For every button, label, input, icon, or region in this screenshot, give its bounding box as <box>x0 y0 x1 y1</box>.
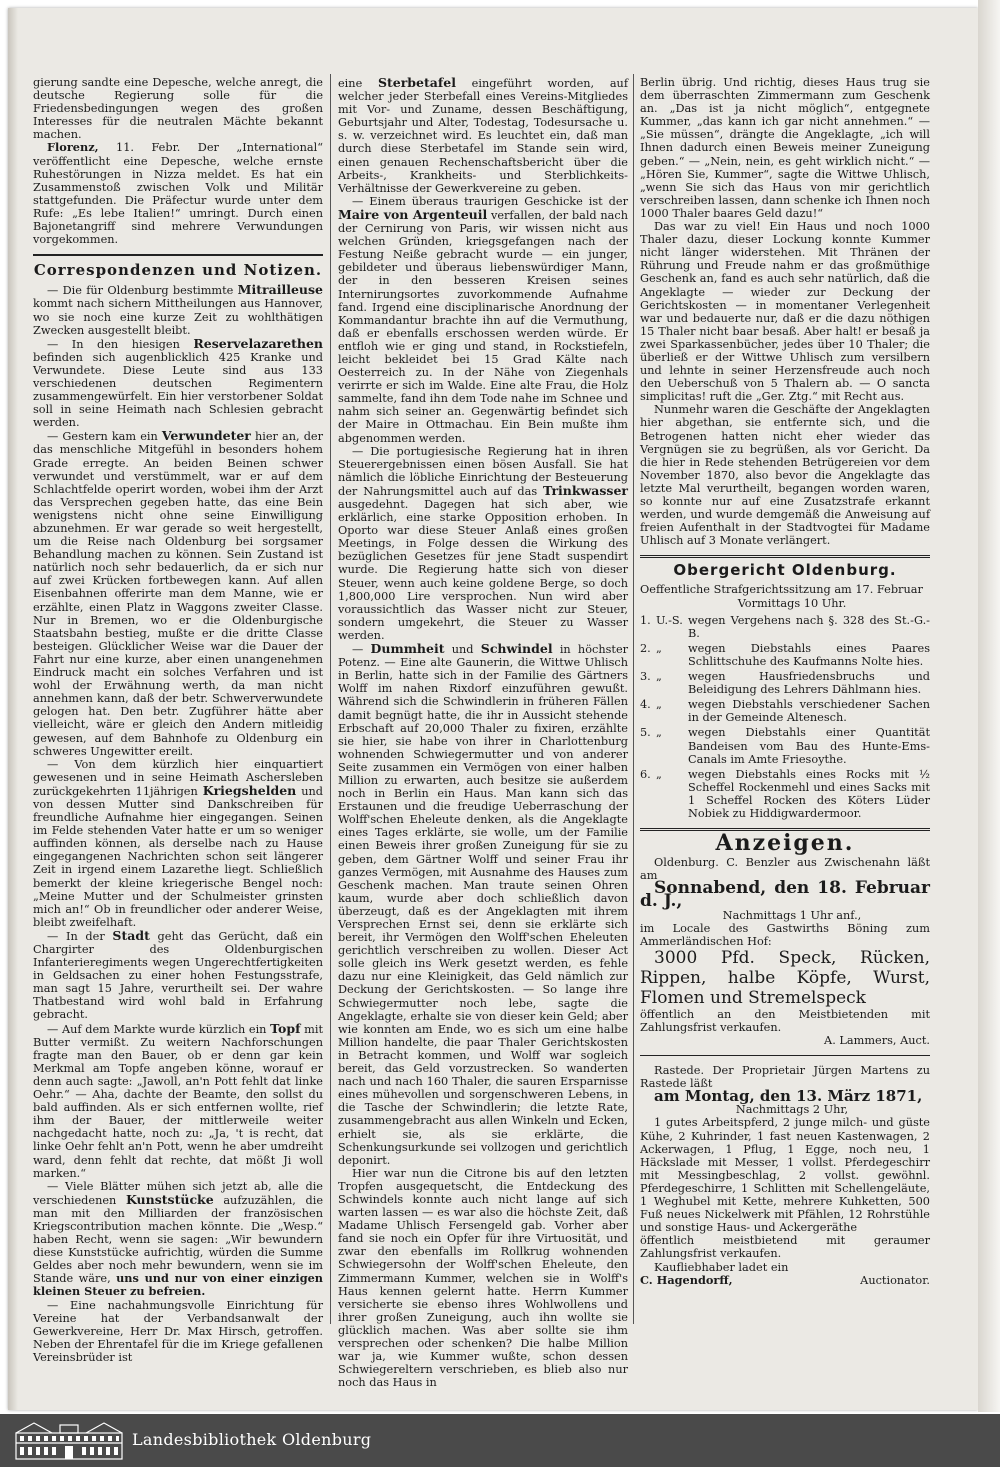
section-rule <box>640 555 930 558</box>
ad1-date: Sonnabend, den 18. Februar d. J., <box>640 878 930 912</box>
column-1 <box>33 76 323 1364</box>
ad1-time: Nachmittags 1 Uhr anf., <box>722 908 862 922</box>
ad2-intro: Rastede. Der Proprietair Jürgen Martens zu Rastede läßt <box>640 1064 930 1091</box>
florenz-place: Florenz, <box>47 140 99 155</box>
ad2-auctioneer-role: Auctionator. <box>860 1273 930 1287</box>
court-case: 5. „ wegen Diebstahls einer Quantität Bandeisen vom Bau des Hunte-Ems-Canals im Amte Friesoythe. <box>640 726 930 766</box>
florenz-text: 11. Febr. Der „International“ veröffentlicht eine Depesche, welche ernste Ruhestörungen in Nizza meldet. Es hat ein Zusammenstoß zwischen Volk und Militär stattgefunden. Die Präfectur wurde unter dem Rufe: „Es lebe Italien!“ umringt. Durch einen Bajonetangriff sind mehrere Verwundungen vorgekommen. <box>33 141 323 247</box>
news-reservelazarethen: — In den hiesigen Reservelazarethen befinden sich augenblicklich 425 Kranke und Verwundete. Diese Leute sind aus 133 verschiedenen deutschen Regimentern zusammengewürfelt. Ein hier verstorbener Soldat soll in seine Heimath nach Schlesien gebracht werden. <box>33 335 323 430</box>
news-gewerkverein: — Eine nachahmungsvolle Einrichtung für Vereine hat der Verbandsanwalt der Gewerkvereine, Herr Dr. Max Hirsch, getroffen. Neben der Ehrentafel für die im Kriege gefallenen Vereinsbrüder ist <box>33 1298 323 1364</box>
story-paragraph: Das war zu viel! Ein Haus und noch 1000 Thaler dazu, dieser Lockung konnte Kummer nicht länger widerstehen. Mit Thränen der Rührung und Freude nahm er das großmüthige Geschenk an, fand es auch sehr natürlich, daß die Angeklagte — wieder zur Deckung der Gerichtskosten — in momentaner Verlegenheit war und bedauerte nur, daß er die dazu nöthigen 15 Thaler nicht baar besaß. Aber halt! er besaß ja zwei Sparkassenbücher, jedes über 10 Thaler; die überließ er der Wittwe Uhlisch zum versilbern und lehnte in seiner Herzensfreude auch noch den Ueberschuß von 5 Thalern ab. — O sancta simplicitas! ruft die „Ger. Ztg.“ mit Recht aus. <box>640 220 930 404</box>
ad1-terms: öffentlich an den Meistbietenden mit Zahlungsfrist verkaufen. <box>640 1007 930 1034</box>
news-trinkwasser: — Die portugiesische Regierung hat in ihren Steuerergebnissen einen bösen Ausfall. Sie hat nämlich die löbliche Einrichtung der Besteuerung der Nahrungsmittel auch auf das Trinkwasser ausgedehnt. Dagegen hat sich aber, wie erklärlich, eine starke Opposition erhoben. In Oporto war diese Steuer Anlaß eines großen Meetings, in Folge dessen die Wirkung des bezüglichen Gesetzes für jene Stadt suspendirt wurde. Die Regierung hatte sich von dieser Steuer, wenn auch keine goldene Berge, so doch 1,800,000 Lire versprochen. Nun wird aber voraussichtlich das Wasser nicht zur Steuer, sondern umgekehrt, die Steuer zu Wasser werden. <box>338 444 628 642</box>
court-session: Oeffentliche Strafgerichtssitzung am 17. Februar <box>640 583 923 597</box>
ad1-goods: 3000 Pfd. Speck, Rücken, Rippen, halbe Köpfe, Wurst, Flomen und Stremelspeck <box>640 947 930 1008</box>
court-case: 4. „ wegen Diebstahls verschiedener Sachen in der Gemeinde Altenesch. <box>640 698 930 725</box>
section-heading: Correspondenzen und Notizen. <box>33 261 323 280</box>
news-dummheit: — Dummheit und Schwindel in höchster Potenz. — Eine alte Gaunerin, die Wittwe Uhlisch in Berlin, hatte sich in der Familie des Gärtners Wolff im nahen Rixdorf einzuführen gewußt. Während sich die Schwindlerin in früheren Fällen damit begnügt hatte, die ihr in Aussicht stehende Erbschaft auf 20,000 Thaler zu fixiren, erzählte sie hier, sie habe von ihrer in Charlottenburg wohnenden Schwiegermutter und von anderer Seite zusammen ein Vermögen von einer halben Million zu erwarten, auch besitze sie außerdem noch in Berlin ein Haus. Man kann sich das Erstaunen und die freudige Ueberraschung der Wolff'schen Eheleute denken, als die Angeklagte eines Tages erklärte, sie wolle, um der Familie einen Beweis ihrer großen Zuneigung für sie zu geben, dem Gärtner Wolff und seiner Frau ihr ganzes Vermögen, mit Ausnahme des Hauses zum Geschenk machen. Man traute seinen Ohren kaum, wurde aber doch schließlich davon überzeugt, daß es der Angeklagten mit ihrem Versprechen Ernst sei, denn sie erklärte sich bereit, ihr Vermögen den Wolff'schen Eheleuten gerichtlich verschreiben zu wollen. Dieser Act solle gleich ins Werk gesetzt werden, es fehle dazu nur eine Kleinigkeit, das Geld nämlich zur Deckung der Gerichtskosten. — So lange ihre Schwiegermutter noch lebe, sagte die Angeklagte, erhalte sie von dieser kein Geld; aber wie konnten am Ende, wo es sich um eine halbe Million handelte, die paar Thaler Gerichtskosten in Betracht kommen, und Wolff war sogleich bereit, das Geld vorzustrecken. So wanderten nach und nach 160 Thaler, die sauren Ersparnisse eines mühevollen und sorgenschweren Lebens, in die Tasche der Schwindlerin; die letzte Rate, zusammengebracht aus allen Winkeln und Ecken, erhielt sie, als sie erklärte, die Schenkungsurkunde sei vollzogen und gerichtlich deponirt. <box>338 641 629 1167</box>
news-mitrailleuse: — Die für Oldenburg bestimmte Mitrailleuse kommt nach sichern Mittheilungen aus Hannover, wo sie noch eine kurze Zeit zu wohlthätigen Zwecken ausgestellt bleibt. <box>33 282 323 337</box>
page-edge <box>978 0 1000 1412</box>
news-verwundeter: — Gestern kam ein Verwundeter hier an, der das menschliche Mitgefühl in besonders hohem Grade erregte. An beiden Beinen schwer verwundet und verstümmelt, war er auf dem Schlachtfelde operirt worden, wobei ihm der Arzt das Versprechen gegeben hatte, das eine Bein wenigstens nicht ohne seine Einwilligung abzunehmen. Er war gerade so weit hergestellt, um die Reise nach Oldenburg bei sorgsamer Behandlung machen zu können. Sein Zustand ist natürlich noch sehr bedauerlich, da er sich nur auf zwei Krücken fortbewegen kann. Auf allen Eisenbahnen offerirte man dem Manne, wie er erzählte, einen Platz in Waggons zweiter Classe. Nur in Bremen, wo er die Oldenburgische Staatsbahn bestieg, mußte er die dritte Classe besteigen. Glücklicher Weise war die Dauer der Fahrt nur eine kurze, aber einen unangenehmen Eindruck macht ein solches Verfahren und ist wohl der Erwähnung werth, da man nicht annehmen kann, daß der betr. Schwerverwundete gelogen hat. Den betr. Zugführer hätte aber vielleicht, wäre er gleich den Andern mitleidig gewesen, auf dem Bahnhofe zu Oldenburg ein schweres Ungewitter ereilt. <box>33 428 324 758</box>
news-sterbetafel: eine Sterbetafel eingeführt worden, auf welcher jeder Sterbefall eines Vereins-Mitgliedes mit Vor- und Zuname, dessen Beschäftigung, Geburtsjahr und Alter, Todestag, Todesursache u. s. w. verzeichnet wird. Es leuchtet ein, daß man durch diese Sterbetafel im Stande sein wird, einen genauen Rechenschaftsbericht über die Arbeits-, Krankheits- und Sterblichkeits-Verhältnisse der Gewerkvereine zu geben. <box>338 75 629 195</box>
court-time: Vormittags 10 Uhr. <box>737 596 847 610</box>
court-case: 2. „ wegen Diebstahls eines Paares Schlittschuhe des Kaufmanns Nolte hies. <box>640 641 930 668</box>
ads-heading: Anzeigen. <box>715 830 855 857</box>
lead-paragraph: gierung sandte eine Depesche, welche anregt, die deutsche Regierung solle für die Friedensbedingungen wegen des großen Interesses für die neutralen Mächte bekannt machen. <box>33 76 323 142</box>
florenz-paragraph <box>33 141 323 246</box>
ad-divider <box>640 1055 930 1056</box>
news-topf: — Auf dem Markte wurde kürzlich ein Topf mit Butter vermißt. Zu weitern Nachforschungen fragte man den Bauer, ob er denn gar kein Merkmal am Topfe angeben könne, worauf er denn auch sagte: „Jawoll, an'n Pott fehlt dat linke Oehr.“ — Aha, dachte der Beamte, den sollst du bald auffinden. Als er sich entfernen wollte, rief ihm der Bauer, der mittlerweile weiter nachgedacht hatte, noch zu: „Ja, 't is recht, dat linke Oehr fehlt an'n Pott, wenn he aber umdreiht ward, denn fehlt dat rechte, dat mößt Ji woll marken.“ <box>33 1020 324 1180</box>
court-case: 1. U.-S. wegen Vergehens nach §. 328 des St.-G.-B. <box>640 613 930 640</box>
ad2-time: Nachmittags 2 Uhr, <box>735 1103 849 1117</box>
newspaper-page <box>8 8 978 1410</box>
page-gutter <box>8 8 18 1410</box>
column-3 <box>640 76 930 1287</box>
ad1-auctioneer: A. Lammers, Auct. <box>824 1034 930 1047</box>
news-citrone: Hier war nun die Citrone bis auf den letzten Tropfen ausgequetscht, die Entdeckung des Schwindels konnte auch nicht lange auf sich warten lassen — es war also die höchste Zeit, daß Madame Uhlisch Fersengeld gab. Vorher aber fand sie noch ein Opfer für ihre Virtuosität, und zwar den ebenfalls im Rollkrug wohnenden Schwiegersohn der Wolff'schen Eheleute, den Zimmermann Kummer, welchen sie in Wolff's Haus kennen gelernt hatte. Herrn Kummer versicherte sie ebenso ihres Wohlwollens und ihrer großen Zuneigung, auch ihn wollte sie glücklich machen. Was aber sollte sie ihm versprechen oder schenken? Die halbe Million war ja, wie Kummer wußte, schon dessen Schwiegereltern verschrieben, es blieb also nur noch das Haus in <box>338 1166 628 1390</box>
section-rule <box>33 254 323 256</box>
ad2-date: am Montag, den 13. März 1871, <box>654 1087 923 1106</box>
ad2-terms: öffentlich meistbietend mit geraumer Zahlungsfrist verkaufen. <box>640 1234 930 1261</box>
court-heading: Obergericht Oldenburg. <box>673 561 897 580</box>
news-stadt: — In der Stadt geht das Gerücht, daß ein Chargirter des Oldenburgischen Infanterieregiments wegen Ungerechtfertigkeiten in Geldsachen zu einer hohen Festungsstrafe, man sagt 15 Jahre, verurtheilt sei. Der wahre Thatbestand wird wohl bald in Erfahrung gebracht. <box>33 927 323 1022</box>
news-kriegshelden: — Von dem kürzlich hier einquartiert gewesenen und in seine Heimath Aschersleben zurückgekehrten 11jährigen Kriegshelden und von dessen Mutter sind Dankschreiben für freundliche Aufnahme hier eingegangen. Seinen im Felde stehenden Vater hatte er um so weniger auffinden können, als derselbe nach zu Hause eingegangenen Nachrichten schon seit längerer Zeit in irgend einem Lazarethe liegt. Schließlich bemerkt der kleine kriegerische Bengel noch: „Meine Mutter und der Schulmeister grinsten mich an!“ Ob in freundlicher oder anderer Weise, bleibt zweifelhaft. <box>33 757 323 929</box>
ad1-place: im Locale des Gastwirths Böning zum Ammerländischen Hof: <box>640 921 930 948</box>
news-maire: — Einem überaus traurigen Geschicke ist der Maire von Argenteuil verfallen, der bald nach der Cernirung von Paris, wir wissen nicht aus welchen Gründen, kriegsgefangen nach der Festung Neiße gebracht wurde — ein junger, gebildeter und überaus liebenswürdiger Mann, der in den besseren Kreisen seines Internirungsortes zuvorkommende Aufnahme fand. Irgend eine disciplinarische Anordnung der Kommandantur brachte ihn auf die Vermuthung, daß er ebenfalls erschossen werden würde. Er entfloh wie er ging und stand, in Rockstiefeln, leicht bekleidet bei 15 Grad Kälte nach Oesterreich zu. In der Nähe von Ziegenhals verirrte er sich im Walde. Eine alte Frau, die Holz sammelte, fand ihn dem Tode nahe im Schnee und nahm sich seiner an. Gegenwärtig befindet sich der Maire in Ottmachau. Ein Bein mußte ihm abgenommen werden. <box>338 194 628 445</box>
library-building-icon <box>14 1419 124 1461</box>
news-kunststuecke: — Viele Blätter mühen sich jetzt ab, alle die verschiedenen Kunststücke aufzuzählen, die man mit den Milliarden der französischen Kriegscontribution machen könnte. Die „Wesp.“ haben Recht, wenn sie sagen: „Wir bewundern diese Kunststücke aufrichtig, würden die Summe Geldes aber noch mehr bewundern, wenn sie im Stande wäre, uns und nur von einer einzigen kleinen Steuer zu befreien. <box>33 1179 324 1299</box>
ad2-invite: Kaufliebhaber ladet ein <box>654 1260 789 1274</box>
ad2-goods: 1 gutes Arbeitspferd, 2 junge milch- und güste Kühe, 2 Kuhrinder, 1 fast neuen Kastenwagen, 2 Ackerwagen, 1 Pflug, 1 Egge, noch neu, 1 Häckslade mit Messer, 1 vollst. Pferdegeschirr mit Messingbeschlag, 2 vollst. gewöhnl. Pferdegeschirre, 1 Schlitten mit Schellengeläute, 1 Weghubel mit Kette, mehrere Kuhketten, 500 Fuß neues Nickelwerk mit Pfählen, 12 Rohrstühle und sonstige Haus- und Ackergeräthe <box>640 1116 930 1235</box>
court-case-list <box>640 614 930 820</box>
column-2 <box>338 76 628 1389</box>
ad1-intro: Oldenburg. C. Benzler aus Zwischenahn läßt am <box>640 856 930 883</box>
ad2-signature <box>640 1274 930 1287</box>
court-case: 6. „ wegen Diebstahls eines Rocks mit ½ Scheffel Rockenmehl und eines Sacks mit 1 Scheffel Rocken des Köters Lüder Nobiek zu Hiddigwardermoor. <box>640 767 930 820</box>
story-paragraph: Nunmehr waren die Geschäfte der Angeklagten hier abgethan, sie entfernte sich, und die Betrogenen hatten nicht eher wieder das Vergnügen sie zu begrüßen, als vor Gericht. Da die hier in Rede stehenden Betrügereien vor dem November 1870, also bevor die Angeklagte das letzte Mal verurtheilt, begangen worden waren, so konnte nur auf eine Zusatzstrafe erkannt werden, und wurde demgemäß die Anweisung auf freien Aufenthalt in der Stadtvogtei für Madame Uhlisch auf 3 Monate verlängert. <box>640 403 930 548</box>
library-name: Landesbibliothek Oldenburg <box>132 1430 372 1449</box>
ad2-auctioneer-name: C. Hagendorff, <box>640 1272 733 1287</box>
library-footer <box>0 1414 1000 1467</box>
court-case: 3. „ wegen Hausfriedensbruchs und Beleidigung des Lehrers Dählmann hies. <box>640 670 930 697</box>
column-divider <box>330 74 331 1324</box>
story-continuation: Berlin übrig. Und richtig, dieses Haus trug sie dem überraschten Zimmermann zum Geschenk an. „Das ist ja nicht möglich“, entgegnete Kummer, „das kann ich gar nicht annehmen.“ — „Sie müssen“, drängte die Angeklagte, „ich will Ihnen dadurch einen Beweis meiner Zuneigung geben.“ — „Nein, nein, es geht wirklich nicht.“ — „Hören Sie, Kummer“, sagte die Wittwe Uhlisch, „wenn Sie sich das Haus von mir gerichtlich verschreiben lassen, dann schenke ich Ihnen noch 1000 Thaler baares Geld dazu!“ <box>640 76 930 220</box>
column-divider <box>633 74 634 1324</box>
